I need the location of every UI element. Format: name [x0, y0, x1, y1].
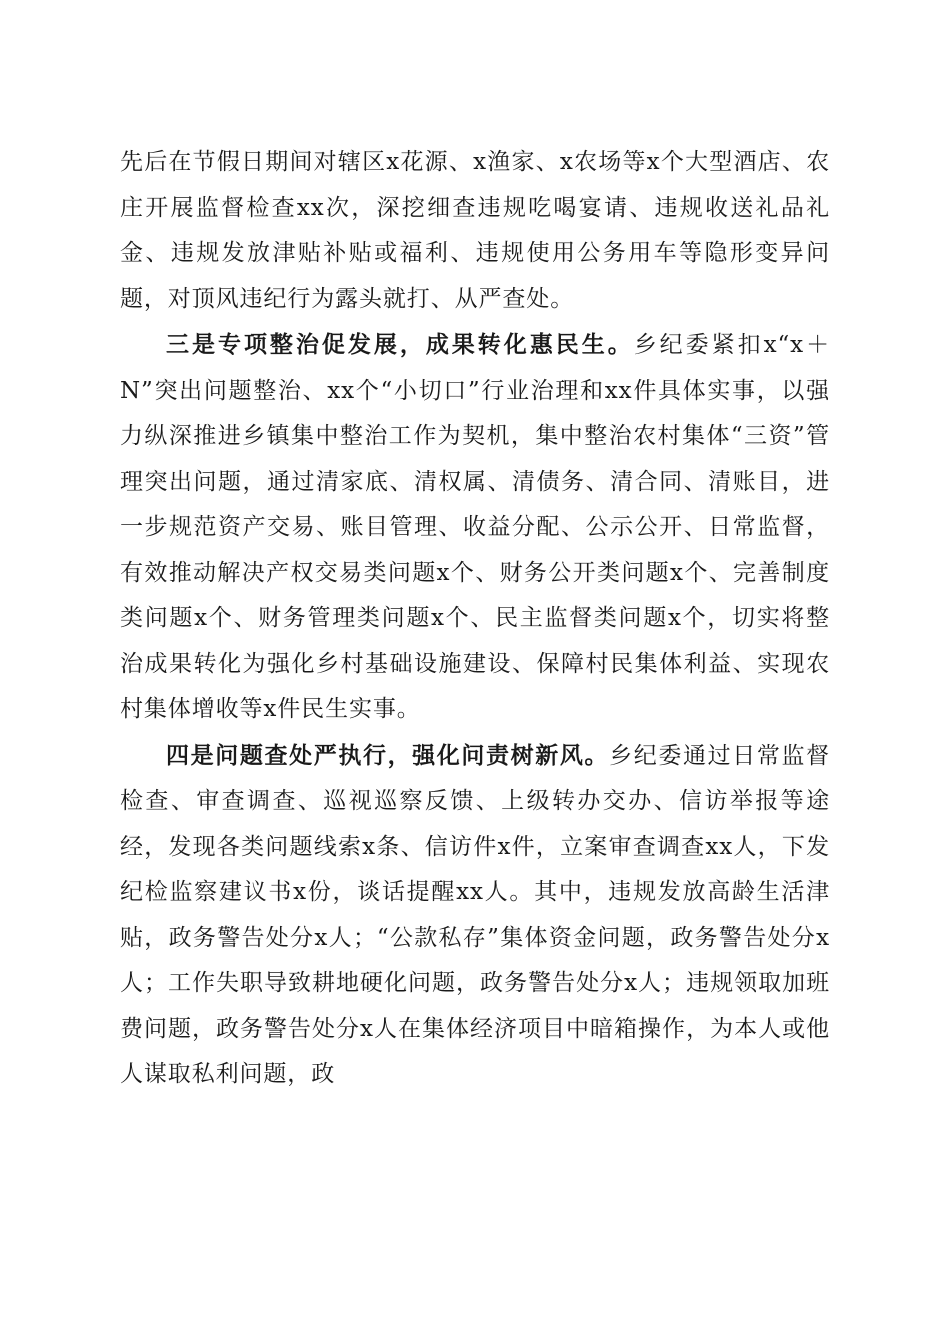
paragraph-2-body: 乡纪委紧扣x“x＋N”突出问题整治、xx个“小切口”行业治理和xx件具体实事，以强力纵深推进乡镇集中整治工作为契机，集中整治农村集体“三资”管理突出问题，通过清家底、清权属、清债务、清合同、清账目，进一步规范资产交易、账目管理、收益分配、公示公开、日常监督，有效推动解决产权交易类问题x个、财务公开类问题x个、完善制度类问题x个、财务管理类问题x个、民主监督类问题x个，切实将整治成果转化为强化乡村基础设施建设、保障村民集体利益、实现农村集体增收等x件民生实事。 [120, 332, 831, 722]
paragraph-1 [120, 140, 830, 322]
paragraph-3-body: 乡纪委通过日常监督检查、审查调查、巡视巡察反馈、上级转办交办、信访举报等途经，发现各类问题线索x条、信访件x件，立案审查调查xx人，下发纪检监察建议书x份，谈话提醒xx人。其中，违规发放高龄生活津贴，政务警告处分x人；“公款私存”集体资金问题，政务警告处分x人；工作失职导致耕地硬化问题，政务警告处分x人；违规领取加班费问题，政务警告处分x人在集体经济项目中暗箱操作，为本人或他人谋取私利问题，政 [120, 742, 830, 1087]
paragraph-2 [120, 322, 830, 733]
document-body [120, 140, 830, 1098]
paragraph-3-heading: 四是问题查处严执行，强化问责树新风。 [166, 741, 610, 769]
paragraph-1-body: 先后在节假日期间对辖区x花源、x渔家、x农场等x个大型酒店、农庄开展监督检查xx次，深挖细查违规吃喝宴请、违规收送礼品礼金、违规发放津贴补贴或福利、违规使用公务用车等隐形变异问题，对顶风违纪行为露头就打、从严查处。 [120, 149, 830, 312]
paragraph-3 [120, 733, 830, 1098]
paragraph-2-heading: 三是专项整治促发展，成果转化惠民生。 [166, 331, 634, 358]
